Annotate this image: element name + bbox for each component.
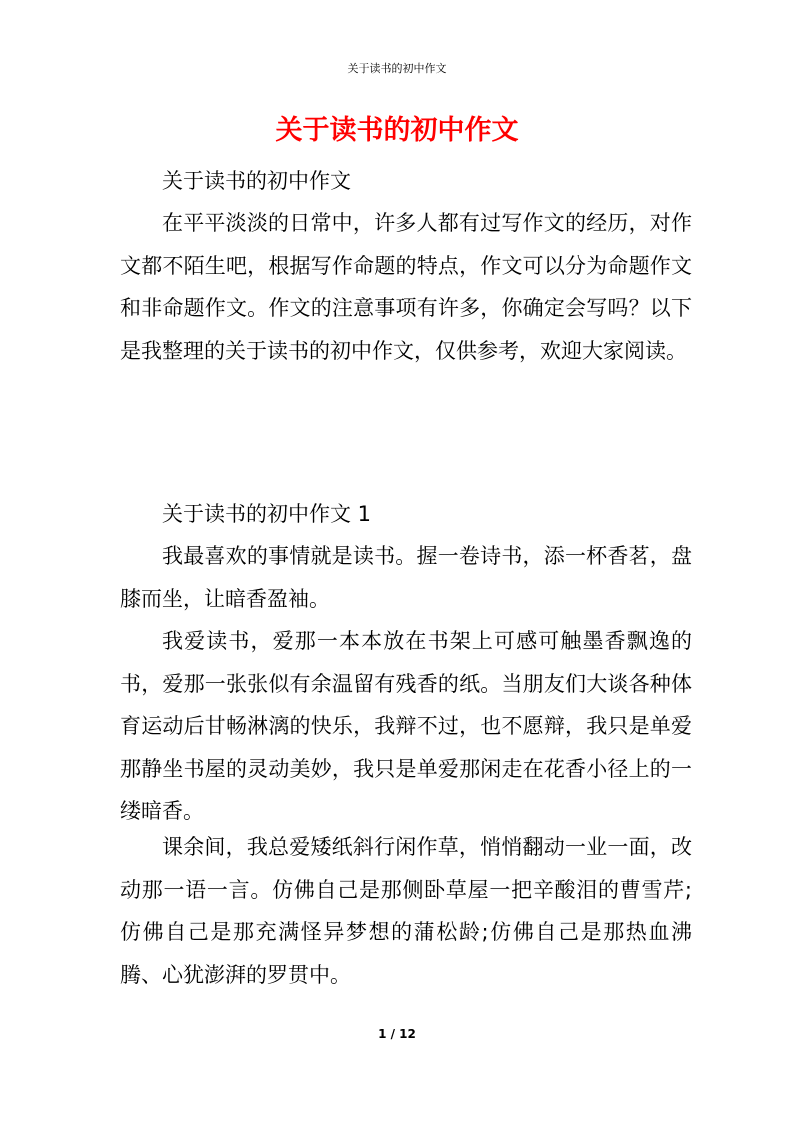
paragraph-intro: 在平平淡淡的日常中，许多人都有过写作文的经历，对作文都不陌生吧，根据写作命题的特点，作文可以分为命题作文和非命题作文。作文的注意事项有许多，你确定会写吗？以下是我整理的关于读书的初中作文，仅供参考，欢迎大家阅读。 xyxy=(120,211,692,363)
paragraph-body: 我最喜欢的事情就是读书。握一卷诗书，添一杯香茗，盘膝而坐，让暗香盈袖。 xyxy=(120,544,692,611)
page-number: 1 / 12 xyxy=(378,1027,416,1041)
paragraph-body: 课余间，我总爱矮纸斜行闲作草，悄悄翻动一业一面，改动那一语一言。仿佛自己是那侧卧草屋一把辛酸泪的曹雪芹;仿佛自己是那充满怪异梦想的蒲松龄;仿佛自己是那热血沸腾、心犹澎湃的罗贯中。 xyxy=(120,835,692,987)
document-title: 关于读书的初中作文 xyxy=(275,115,519,146)
paragraph-body: 我爱读书，爱那一本本放在书架上可感可触墨香飘逸的书，爱那一张张似有余温留有残香的纸。当朋友们大谈各种体育运动后甘畅淋漓的快乐，我辩不过，也不愿辩，我只是单爱那静坐书屋的灵动美妙，我只是单爱那闲走在花香小径上的一缕暗香。 xyxy=(120,629,692,823)
section-heading: 关于读书的初中作文 1 xyxy=(162,502,372,526)
paragraph-subtitle: 关于读书的初中作文 xyxy=(162,169,351,193)
running-header: 关于读书的初中作文 xyxy=(347,62,447,75)
